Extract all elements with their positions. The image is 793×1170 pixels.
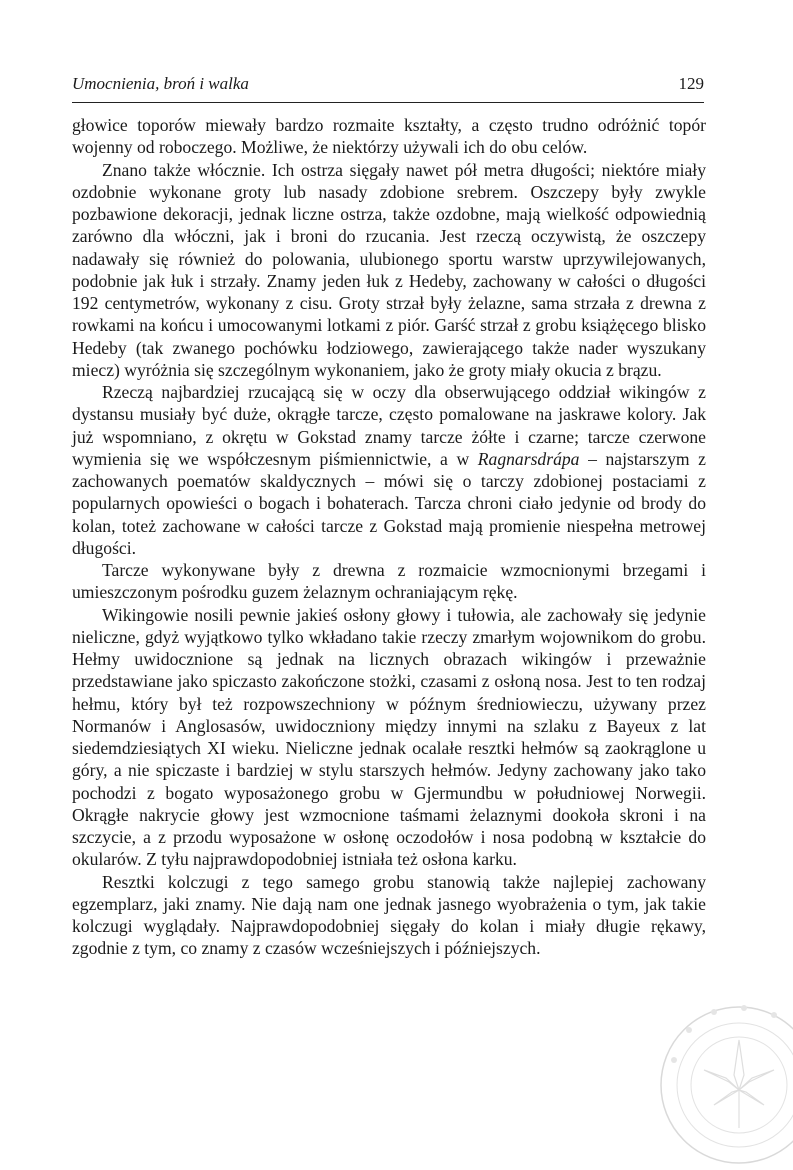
chapter-title: Umocnienia, broń i walka: [72, 74, 249, 93]
poem-title: Ragnarsdrápa: [477, 448, 580, 469]
paragraph: Znano także włócznie. Ich ostrza sięgały nawet pół metra długości; niektóre miały ozdobnie wykonane groty lub nasady zdobione srebrem. Oszczepy były zwykle pozbawione dekoracji, jednak liczne ostrza, także ozdobne, mają wielkość odpowiednią zarówno dla włóczni, jak i broni do rzucania. Jest rzeczą oczywistą, że oszczepy nadawały się również do polowania, ulubionego sportu warstw uprzywilejowanych, podobnie jak łuk i strzały. Znamy jeden łuk z Hedeby, zachowany w całości o długości 192 centymetrów, wykonany z cisu. Groty strzał były żelazne, sama strzała z drewna z rowkami na końcu i umocowanymi lotkami z piór. Garść strzał z grobu książęcego blisko Hedeby (tak zwanego pochówku łodziowego, zawierającego także nader wyszukany miecz) wyróżnia się szczególnym wykonaniem, jako że groty miały okucia z brązu.: [72, 159, 706, 380]
running-head: [72, 74, 704, 94]
header-rule: [72, 102, 704, 103]
watermark-stamp-icon: [654, 1000, 793, 1170]
body-text: [72, 114, 706, 960]
paragraph: głowice toporów miewały bardzo rozmaite kształty, a często trudno odróżnić topór wojenny od roboczego. Możliwe, że niektórzy używali ich do obu celów.: [72, 115, 706, 158]
paragraph: Resztki kolczugi z tego samego grobu stanowią także najlepiej zachowany egzemplarz, jaki znamy. Nie dają nam one jednak jasnego wyobrażenia o tym, jak takie kolczugi wyglądały. Najprawdopodobniej sięgały do kolan i miały długie rękawy, zgodnie z tym, co znamy z czasów wcześniejszych i późniejszych.: [72, 871, 706, 959]
page-number: 129: [678, 74, 704, 93]
paragraph: Wikingowie nosili pewnie jakieś osłony głowy i tułowia, ale zachowały się jedynie nieliczne, gdyż wyjątkowo tylko wkładano takie rzeczy zmarłym wojownikom do grobu. Hełmy uwidocznione są jednak na licznych obrazach wikingów i przeważnie przedstawiane jako spiczasto zakończone stożki, czasami z osłoną nosa. Jest to ten rodzaj hełmu, który był też rozpowszechniony w późnym średniowieczu, używany przez Normanów i Anglosasów, uwidoczniony między innymi na szlaku z Bayeux z lat siedemdziesiątych XI wieku. Nieliczne jednak ocalałe resztki hełmów są zaokrąglone u góry, a nie spiczaste i bardziej w stylu starszych hełmów. Jedyny zachowany jako tako pochodzi z bogato wyposażonego grobu w Gjermundbu w południowej Norwegii. Okrągłe nakrycie głowy jest wzmocnione taśmami żelaznymi dookoła skroni i na szczycie, a z przodu wyposażone w osłonę oczodołów i nosa podobną w kształcie do okularów. Z tyłu najprawdopodobniej istniała też osłona karku.: [72, 604, 706, 870]
paragraph: Rzeczą najbardziej rzucającą się w oczy dla obserwującego oddział wikingów z dystansu musiały być duże, okrągłe tarcze, często pomalowane na jaskrawe kolory. Jak już wspomniano, z okrętu w Gokstad znamy tarcze żółte i czarne; tarcze czerwone wymienia się we współczesnym piśmiennictwie, a w Ragnarsdrápa – najstarszym z zachowanych poematów skaldycznych – mówi się o tarczy zdobionej postaciami z popularnych opowieści o bogach i bohaterach. Tarcza chroni ciało jedynie od brody do kolan, toteż zachowane w całości tarcze z Gokstad mają promienie niespełna metrowej długości.: [72, 382, 706, 558]
paragraph: Tarcze wykonywane były z drewna z rozmaicie wzmocnionymi brzegami i umieszczonym pośrodku guzem żelaznym ochraniającym rękę.: [72, 560, 706, 603]
